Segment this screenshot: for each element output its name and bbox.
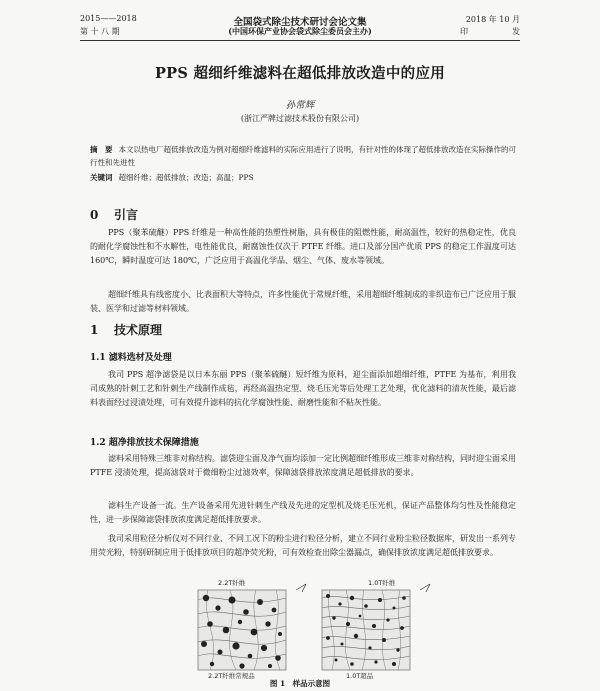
abstract-label: 摘 要 xyxy=(90,145,113,154)
fiber-structure-illustration xyxy=(90,578,516,678)
pointer-arrow-a xyxy=(296,584,306,592)
label-sample-b-bottom: 1.0T超品 xyxy=(346,672,374,680)
print-label xyxy=(460,26,520,37)
journal-title: 全国袋式除尘技术研讨会论文集 xyxy=(233,17,367,28)
header-rule xyxy=(80,40,520,41)
intro-paragraph-1: PPS（聚苯硫醚）PPS 纤维是一种高性能的热塑性树脂，具有极佳的阻燃性能，耐高温性，较好的热稳定性，优良的耐化学腐蚀性和不水解性，电性能优良，耐腐蚀性仅次于 PTFE 纤维。进口及部分国产优质 PPS 的稳定工作温度可达 160℃，瞬时温度可达 180℃，广泛应用于高温化学品、烟尘、气体、废水等领域。 xyxy=(90,228,516,265)
keywords-label: 关键词 xyxy=(90,173,113,182)
issue-number: 第 十 八 期 xyxy=(80,27,120,36)
year-range: 2015——2018 xyxy=(80,14,137,23)
subsection-1-2-paragraph-3: 我司采用粒径分析仪对不同行业、不同工况下的粉尘进行粒径分析，建立不同行业粉尘粒径数据库，研发出一系列专用荧光粉，特别研制应用于低排放项目的超净荧光粉，可有效检查出除尘器漏点，确保排放浓度满足超低排放要求。 xyxy=(90,534,516,557)
sample-figure xyxy=(90,578,516,686)
author-affiliation: (浙江严牌过滤技术股份有限公司) xyxy=(240,114,360,123)
abstract xyxy=(90,143,516,169)
author-name: 孙常辉 xyxy=(285,100,315,111)
journal-subtitle: (中国环保产业协会袋式除尘委员会主办) xyxy=(228,26,372,36)
sample-a-cross-section xyxy=(198,590,286,670)
section-1-title: 技术原理 xyxy=(114,323,163,337)
subsection-1-2-heading: 1.2 超净排放技术保障措施 xyxy=(90,438,199,448)
print-char-2: 发 xyxy=(512,27,520,36)
label-sample-a-bottom: 2.2T纤维常规品 xyxy=(208,672,255,680)
section-1-heading xyxy=(90,321,162,338)
pointer-arrow-b xyxy=(420,584,430,592)
subsection-1-1-heading: 1.1 滤料选材及处理 xyxy=(90,353,172,363)
article-title: PPS 超细纤维滤料在超低排放改造中的应用 xyxy=(154,65,446,82)
subsection-1-1-paragraph: 我司 PPS 超净滤袋是以日本东丽 PPS（聚苯硫醚）短纤维为原料，迎尘面添加超细纤维，PTFE 为基布，利用我司成熟的针刺工艺和针刺生产线制作成毡，再经高温热定型、烧毛压光等后处理工艺处理，优化滤料的清灰性能，最后滤料表面经过浸渍处理，可有效提升滤料的抗化学腐蚀性能、耐磨性能和不粘灰性能。 xyxy=(90,370,516,407)
figure-caption: 图 1 样品示意图 xyxy=(269,679,331,688)
print-char-1: 印 xyxy=(460,27,468,36)
keywords xyxy=(90,172,516,183)
label-sample-b-top: 1.0T纤维 xyxy=(368,579,396,587)
section-0-number: 0 xyxy=(90,208,99,222)
subsection-1-2-paragraph-1: 滤料采用特殊三维非对称结构。滤袋迎尘面及净气面均添加一定比例超细纤维形成三维非对称结构，同时迎尘面采用 PTFE 浸渍处理，提高滤袋对于微细粉尘过滤效率，保障滤袋排放浓度满足超低排放的要求。 xyxy=(90,454,516,477)
sample-b-cross-section xyxy=(322,590,410,670)
publish-date: 2018 年 10 月 xyxy=(465,15,520,24)
section-0-title: 引言 xyxy=(114,208,139,222)
keywords-text: 超细纤维；超低排放；改造；高温；PPS xyxy=(118,173,254,182)
subsection-1-2-paragraph-2: 滤料生产设备一流。生产设备采用先进针刺生产线及先进的定型机及烧毛压光机，保证产品整体均匀性及性能稳定性，进一步保障滤袋排放浓度满足超低排放要求。 xyxy=(90,501,516,524)
section-0-heading xyxy=(90,206,138,223)
section-1-number: 1 xyxy=(90,323,99,337)
abstract-text: 本文以热电厂超低排放改造为例对超细纤维滤料的实际应用进行了说明，有针对性的体现了超低排放改造在实际操作的可行性和先进性 xyxy=(90,145,516,167)
label-sample-a-top: 2.2T纤维 xyxy=(218,579,246,587)
intro-paragraph-2: 超细纤维具有线密度小、比表面积大等特点，许多性能优于常规纤维，采用超细纤维制成的非织造布已广泛应用于服装、医学和过滤等材料领域。 xyxy=(90,290,516,313)
running-header xyxy=(80,14,520,38)
